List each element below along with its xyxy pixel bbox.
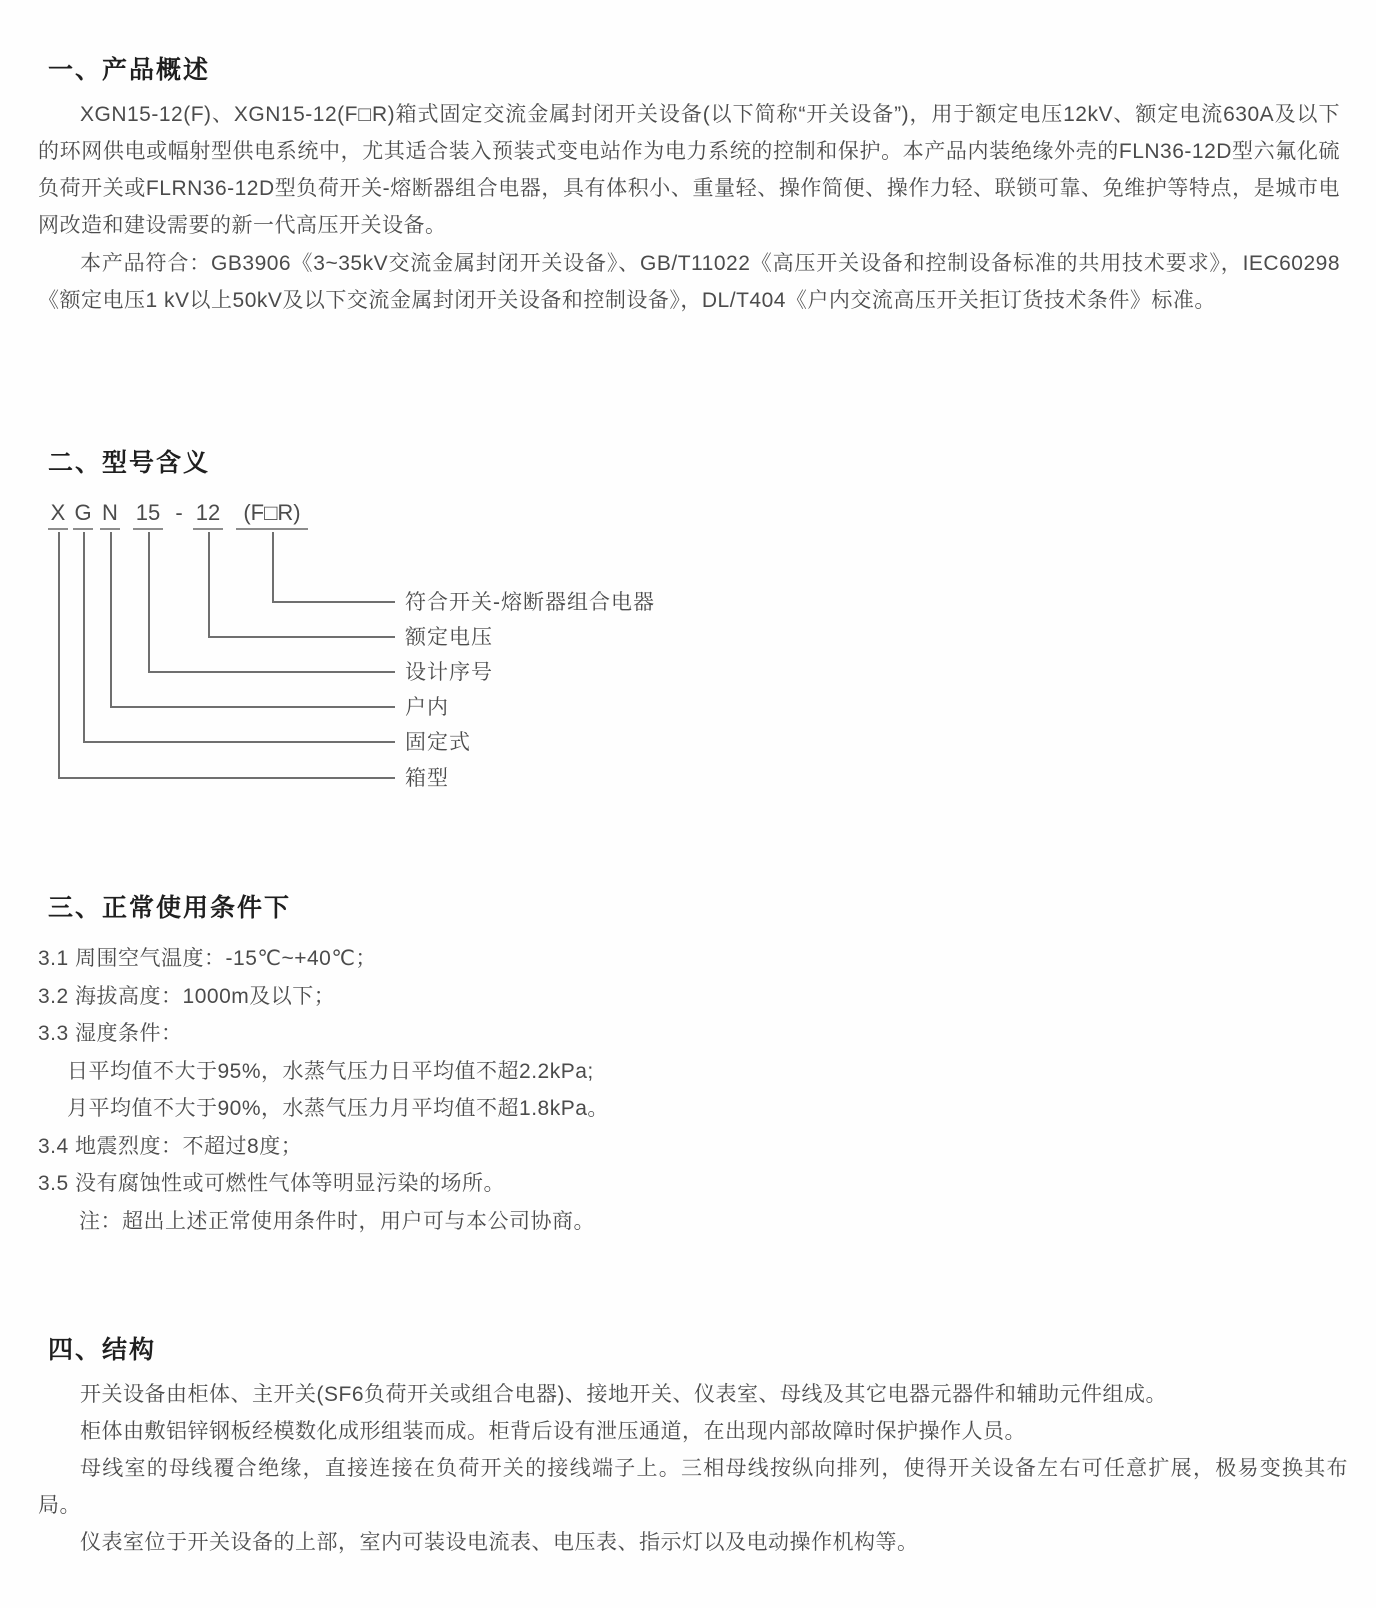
diagram-connector-line [58, 532, 395, 779]
model-code-part-n: N [100, 500, 120, 530]
structure-paragraph-1: 开关设备由柜体、主开关(SF6负荷开关或组合电器)、接地开关、仪表室、母线及其它电器元器件和辅助元件组成。 [80, 1383, 1167, 1406]
model-label-indoor: 户内 [405, 696, 449, 719]
model-code-part-g: G [73, 500, 93, 530]
conditions-list [38, 940, 1340, 1240]
model-code-part-fr: (F□R) [236, 500, 308, 530]
condition-note: 注：超出上述正常使用条件时，用户可与本公司协商。 [79, 1209, 595, 1233]
overview-paragraph-2: 本产品符合：GB3906《3~35kV交流金属封闭开关设备》、GB/T11022《高压开关设备和控制设备标准的共用技术要求》，IEC60298《额定电压1 kV以上50kV及以下交流金属封闭开关设备和控制设备》，DL/T404《户内交流高压开关拒订货技术条件》标准。 [38, 252, 1340, 312]
model-label-design-serial: 设计序号 [405, 661, 493, 684]
model-code-part-x: X [48, 500, 68, 530]
section-heading-model: 二、型号含义 [48, 449, 211, 477]
condition-item-3-1: 3.1 周围空气温度：-15℃~+40℃； [38, 947, 377, 970]
model-label-fixed-type: 固定式 [405, 731, 471, 754]
model-code-part-15: 15 [133, 500, 163, 530]
condition-item-monthly-humidity: 月平均值不大于90%，水蒸气压力月平均值不超1.8kPa。 [67, 1097, 609, 1120]
section-heading-conditions: 三、正常使用条件下 [48, 894, 292, 922]
model-label-box-type: 箱型 [405, 767, 449, 790]
model-label-combination: 符合开关-熔断器组合电器 [405, 591, 655, 614]
model-designation-diagram [38, 498, 838, 808]
overview-paragraph-1: XGN15-12(F)、XGN15-12(F□R)箱式固定交流金属封闭开关设备(以下简称“开关设备”)，用于额定电压12kV、额定电流630A及以下的环网供电或幅射型供电系统中，尤其适合装入预装式变电站作为电力系统的控制和保护。本产品内装绝缘外壳的FLN36-12D型六氟化硫负荷开关或FLRN36-12D型负荷开关-熔断器组合电器，具有体积小、重量轻、操作简便、操作力轻、联锁可靠、免维护等特点，是城市电网改造和建设需要的新一代高压开关设备。 [38, 103, 1340, 237]
condition-item-3-3: 3.3 湿度条件： [38, 1022, 183, 1045]
model-label-rated-voltage: 额定电压 [405, 626, 493, 649]
model-code-dash: - [175, 500, 183, 525]
section-heading-overview: 一、产品概述 [48, 56, 211, 84]
structure-paragraph-3: 母线室的母线覆合绝缘，直接连接在负荷开关的接线端子上。三相母线按纵向排列，使得开关设备左右可任意扩展，极易变换其布局。 [38, 1457, 1348, 1517]
condition-item-3-4: 3.4 地震烈度：不超过8度； [38, 1134, 303, 1158]
model-code-part-12: 12 [193, 500, 223, 530]
condition-item-3-5: 3.5 没有腐蚀性或可燃性气体等明显污染的场所。 [38, 1172, 506, 1195]
structure-paragraph-2: 柜体由敷铝锌钢板经模数化成形组装而成。柜背后设有泄压通道，在出现内部故障时保护操作人员。 [80, 1420, 1026, 1443]
structure-paragraph-4: 仪表室位于开关设备的上部，室内可装设电流表、电压表、指示灯以及电动操作机构等。 [80, 1531, 919, 1554]
structure-paragraphs [38, 1376, 1348, 1561]
condition-item-3-2: 3.2 海拔高度：1000m及以下； [38, 984, 336, 1008]
section-heading-structure: 四、结构 [48, 1336, 157, 1364]
condition-item-daily-humidity: 日平均值不大于95%，水蒸气压力日平均值不超2.2kPa; [67, 1059, 594, 1083]
